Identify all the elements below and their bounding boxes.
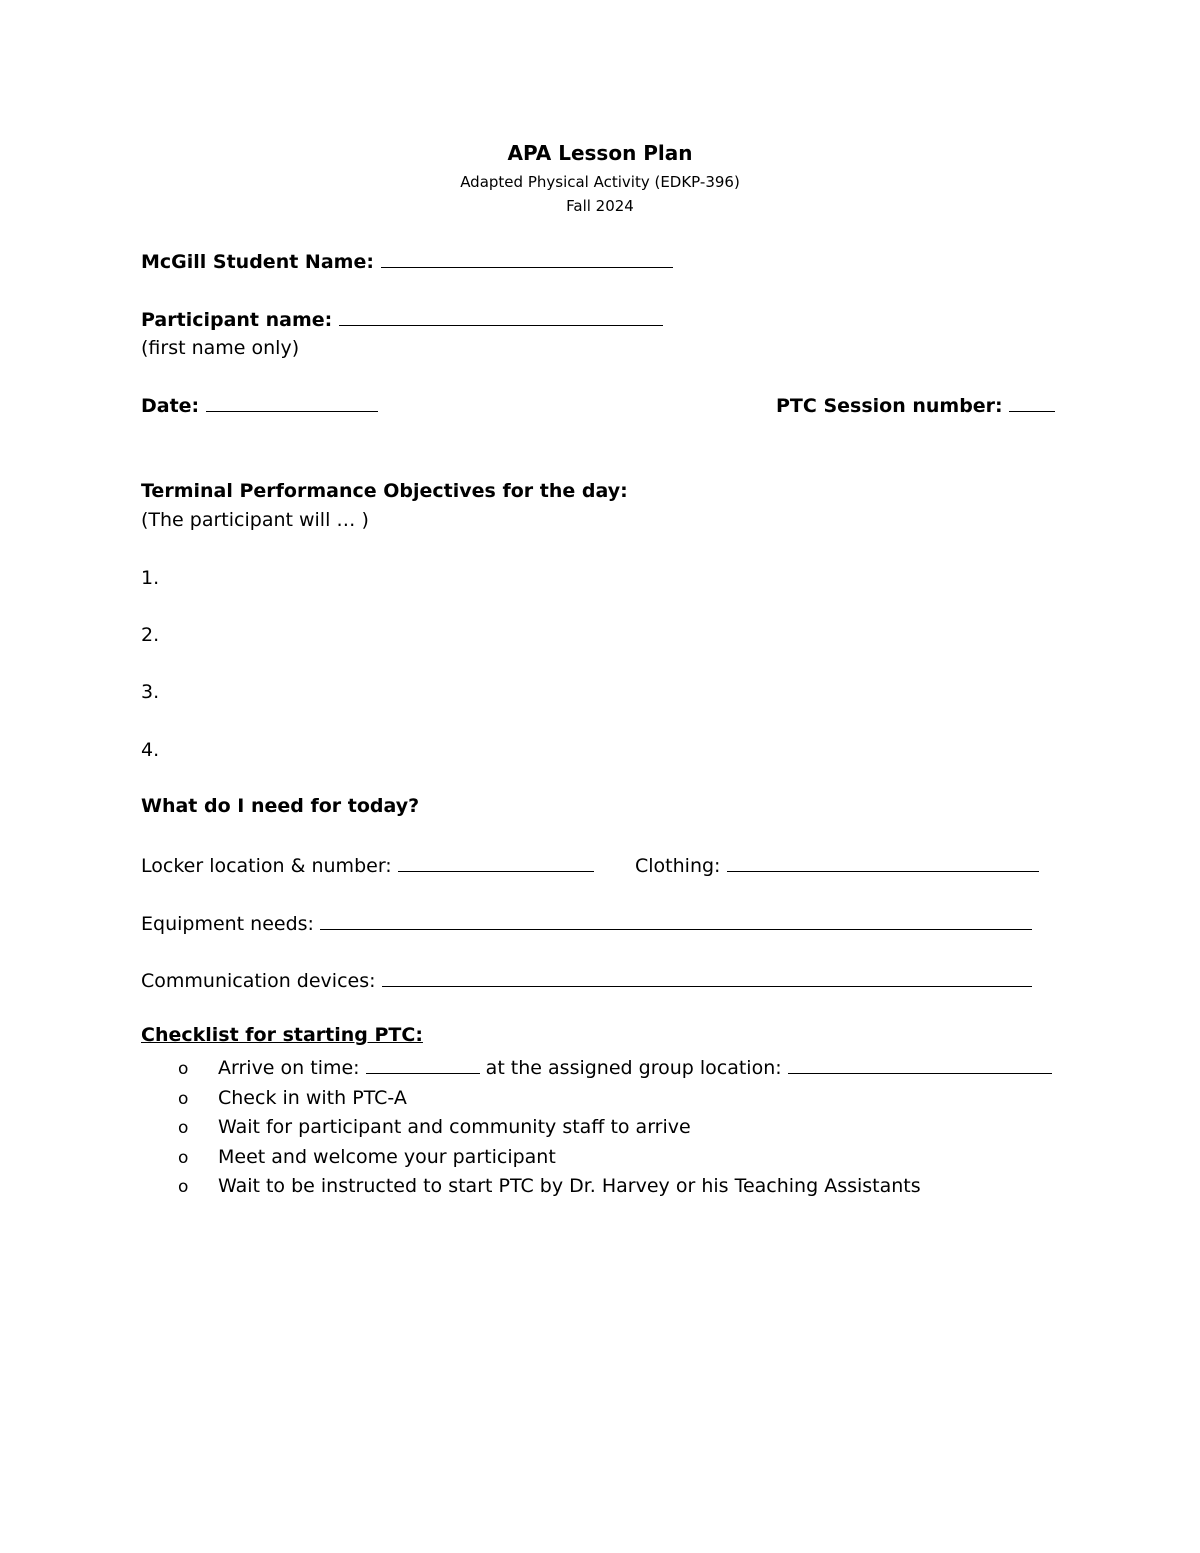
checklist-item <box>172 1172 1052 1202</box>
arrive-time-blank[interactable] <box>366 1055 480 1074</box>
locker-field <box>141 853 594 877</box>
checklist-item-text: Check in with PTC-A <box>218 1086 407 1109</box>
objectives-heading: Terminal Performance Objectives for the day: <box>141 480 628 502</box>
checklist <box>172 1054 1052 1202</box>
student-name-label: McGill Student Name: <box>141 251 374 273</box>
date-field <box>141 393 378 417</box>
objective-item-1: 1. <box>141 567 160 589</box>
objective-item-4: 4. <box>141 739 160 761</box>
clothing-field <box>635 853 1039 877</box>
communication-field <box>141 968 1032 992</box>
session-number-blank[interactable] <box>1009 393 1055 412</box>
needs-heading: What do I need for today? <box>141 795 420 817</box>
term: Fall 2024 <box>566 197 634 215</box>
objectives-note: (The participant will … ) <box>141 509 369 531</box>
checklist-item-text: Meet and welcome your participant <box>218 1145 556 1168</box>
objective-item-2: 2. <box>141 624 160 646</box>
equipment-field <box>141 911 1032 935</box>
checklist-heading: Checklist for starting PTC: <box>141 1024 423 1046</box>
student-name-blank[interactable] <box>381 249 673 268</box>
date-label: Date: <box>141 395 200 417</box>
checklist-item <box>172 1054 1052 1084</box>
participant-name-blank[interactable] <box>339 307 663 326</box>
document-title: APA Lesson Plan <box>507 141 693 165</box>
participant-name-label: Participant name: <box>141 309 333 331</box>
communication-label: Communication devices: <box>141 970 376 992</box>
locker-blank[interactable] <box>398 853 594 872</box>
arrive-on-time-label: Arrive on time: <box>218 1057 360 1079</box>
checklist-item <box>172 1143 1052 1173</box>
objective-item-3: 3. <box>141 681 160 703</box>
equipment-label: Equipment needs: <box>141 913 314 935</box>
communication-blank[interactable] <box>382 968 1032 987</box>
bullet-circle-icon: o <box>178 1177 189 1198</box>
group-location-blank[interactable] <box>788 1055 1052 1074</box>
equipment-blank[interactable] <box>320 911 1032 930</box>
course-name: Adapted Physical Activity (EDKP-396) <box>460 173 740 191</box>
checklist-item <box>172 1084 1052 1114</box>
clothing-label: Clothing: <box>635 855 721 877</box>
checklist-item-text: Wait to be instructed to start PTC by Dr. Harvey or his Teaching Assistants <box>218 1175 921 1198</box>
group-location-label: at the assigned group location: <box>485 1057 782 1079</box>
bullet-circle-icon: o <box>178 1059 189 1079</box>
checklist-item <box>172 1113 1052 1143</box>
session-number-label: PTC Session number: <box>776 395 1003 417</box>
bullet-circle-icon: o <box>178 1118 189 1139</box>
checklist-item-text: Wait for participant and community staff to arrive <box>218 1116 691 1139</box>
participant-name-note: (first name only) <box>141 337 300 359</box>
locker-label: Locker location & number: <box>141 855 392 877</box>
student-name-field <box>141 249 673 273</box>
bullet-circle-icon: o <box>178 1088 189 1109</box>
clothing-blank[interactable] <box>727 853 1039 872</box>
session-number-field <box>776 393 1055 417</box>
date-blank[interactable] <box>206 393 378 412</box>
participant-name-field <box>141 307 663 331</box>
bullet-circle-icon: o <box>178 1147 189 1168</box>
